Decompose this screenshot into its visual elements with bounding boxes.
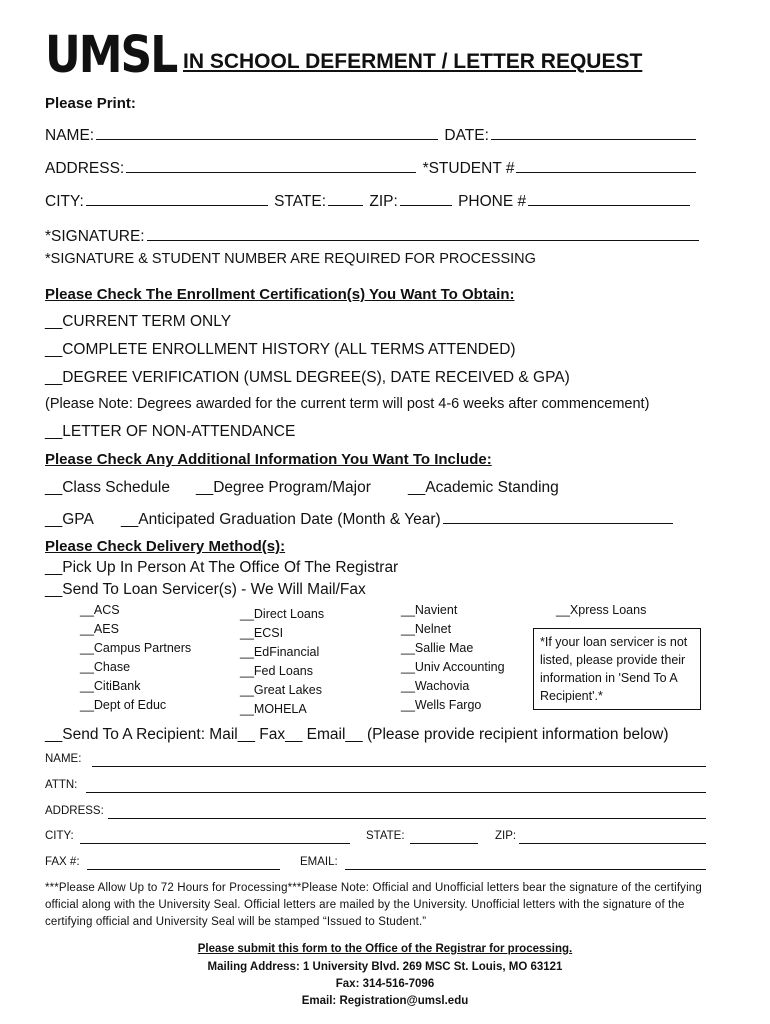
servicer-dept-of-educ[interactable]: __Dept of Educ <box>80 698 167 712</box>
servicer-aes[interactable]: __AES <box>80 622 119 636</box>
recipient-email-line[interactable] <box>345 869 706 870</box>
recipient-fax-label: FAX #: <box>45 856 80 868</box>
servicer-chase[interactable]: __Chase <box>80 660 131 674</box>
date-label: DATE: <box>444 127 489 144</box>
option-degree-program[interactable]: __Degree Program/Major <box>196 479 371 496</box>
servicer-sallie-mae[interactable]: __Sallie Mae <box>401 641 474 655</box>
recipient-city-label: CITY: <box>45 830 74 842</box>
signature-input-line[interactable] <box>147 228 699 241</box>
student-number-input-line[interactable] <box>516 160 696 173</box>
name-row <box>45 127 698 145</box>
address-label: ADDRESS: <box>45 160 125 177</box>
phone-input-line[interactable] <box>528 193 690 206</box>
option-loan-servicer[interactable]: __Send To Loan Servicer(s) - We Will Mail/Fax <box>45 581 366 598</box>
city-row <box>45 193 692 211</box>
recipient-zip-label: ZIP: <box>495 830 517 842</box>
option-degree-verification[interactable]: __DEGREE VERIFICATION (UMSL DEGREE(S), DATE RECEIVED & GPA) <box>45 369 570 386</box>
servicer-fed-loans[interactable]: __Fed Loans <box>240 664 313 678</box>
servicer-mohela[interactable]: __MOHELA <box>240 702 307 716</box>
additional-heading: Please Check Any Additional Information You Want To Include: <box>45 451 492 468</box>
option-class-schedule[interactable]: __Class Schedule <box>45 479 170 496</box>
option-send-to-recipient[interactable]: __Send To A Recipient: Mail__ Fax__ Email__ (Please provide recipient information below) <box>45 726 669 743</box>
option-non-attendance[interactable]: __LETTER OF NON-ATTENDANCE <box>45 423 296 440</box>
option-current-term[interactable]: __CURRENT TERM ONLY <box>45 313 232 330</box>
required-note: *SIGNATURE & STUDENT NUMBER ARE REQUIRED FOR PROCESSING <box>45 251 536 267</box>
servicer-univ-accounting[interactable]: __Univ Accounting <box>401 660 505 674</box>
servicer-navient[interactable]: __Navient <box>401 603 458 617</box>
servicer-xpress-loans[interactable]: __Xpress Loans <box>556 603 647 617</box>
servicer-citibank[interactable]: __CitiBank <box>80 679 141 693</box>
address-input-line[interactable] <box>126 160 416 173</box>
grad-date-row <box>121 511 675 529</box>
signature-label: *SIGNATURE: <box>45 228 145 245</box>
servicer-wells-fargo[interactable]: __Wells Fargo <box>401 698 482 712</box>
zip-input-line[interactable] <box>400 193 452 206</box>
footer-mailing-address: Mailing Address: 1 University Blvd. 269 MSC St. Louis, MO 63121 <box>207 961 563 973</box>
recipient-name-line[interactable] <box>92 766 706 767</box>
option-academic-standing[interactable]: __Academic Standing <box>408 479 559 496</box>
student-number-label: *STUDENT # <box>422 160 515 177</box>
recipient-address-label: ADDRESS: <box>45 805 104 817</box>
footer-email: Email: Registration@umsl.edu <box>301 995 469 1007</box>
servicer-great-lakes[interactable]: __Great Lakes <box>240 683 322 697</box>
page-title: IN SCHOOL DEFERMENT / LETTER REQUEST <box>183 50 643 73</box>
servicer-ecsi[interactable]: __ECSI <box>240 626 284 640</box>
recipient-state-label: STATE: <box>366 830 405 842</box>
state-input-line[interactable] <box>328 193 363 206</box>
date-input-line[interactable] <box>491 127 696 140</box>
recipient-address-line[interactable] <box>108 818 706 819</box>
phone-label: PHONE # <box>458 193 527 210</box>
state-label: STATE: <box>274 193 327 210</box>
city-input-line[interactable] <box>86 193 268 206</box>
option-grad-date[interactable]: __Anticipated Graduation Date (Month & Year) <box>121 511 441 528</box>
servicer-nelnet[interactable]: __Nelnet <box>401 622 452 636</box>
recipient-attn-line[interactable] <box>86 792 706 793</box>
option-complete-history[interactable]: __COMPLETE ENROLLMENT HISTORY (ALL TERMS ATTENDED) <box>45 341 516 358</box>
recipient-attn-label: ATTN: <box>45 779 78 791</box>
servicer-wachovia[interactable]: __Wachovia <box>401 679 470 693</box>
recipient-city-line[interactable] <box>80 843 350 844</box>
option-gpa[interactable]: __GPA <box>45 511 94 528</box>
recipient-name-label: NAME: <box>45 753 82 765</box>
processing-note: ***Please Allow Up to 72 Hours for Processing***Please Note: Official and Unofficial letters bear the signature of the certifying official along with the University Seal. Official letters are mailed by the University. Unofficial letters with the signature of the certifying official and University Seal will be stamped “Issued to Student.” <box>45 882 702 928</box>
city-label: CITY: <box>45 193 84 210</box>
please-print-label: Please Print: <box>45 95 136 112</box>
signature-row <box>45 228 701 246</box>
delivery-heading: Please Check Delivery Method(s): <box>45 538 286 555</box>
umsl-logo: UMSL <box>45 26 177 85</box>
footer-fax: Fax: 314-516-7096 <box>335 978 435 990</box>
name-input-line[interactable] <box>96 127 438 140</box>
loan-servicer-note-box: *If your loan servicer is not listed, please provide their information in 'Send To A Recipient'.* <box>533 628 701 710</box>
option-pickup[interactable]: __Pick Up In Person At The Office Of The Registrar <box>45 559 399 576</box>
servicer-acs[interactable]: __ACS <box>80 603 120 617</box>
footer-submit: Please submit this form to the Office of the Registrar for processing. <box>197 943 573 955</box>
address-row <box>45 160 698 178</box>
recipient-fax-line[interactable] <box>87 869 280 870</box>
zip-label: ZIP: <box>369 193 398 210</box>
recipient-zip-line[interactable] <box>519 843 706 844</box>
servicer-direct-loans[interactable]: __Direct Loans <box>240 607 325 621</box>
enrollment-heading: Please Check The Enrollment Certification(s) You Want To Obtain: <box>45 286 515 303</box>
recipient-email-label: EMAIL: <box>300 856 338 868</box>
recipient-state-line[interactable] <box>410 843 478 844</box>
grad-date-input-line[interactable] <box>443 511 673 524</box>
name-label: NAME: <box>45 127 95 144</box>
degree-note: (Please Note: Degrees awarded for the current term will post 4-6 weeks after commencement) <box>45 396 650 412</box>
servicer-campus-partners[interactable]: __Campus Partners <box>80 641 192 655</box>
servicer-edfinancial[interactable]: __EdFinancial <box>240 645 320 659</box>
